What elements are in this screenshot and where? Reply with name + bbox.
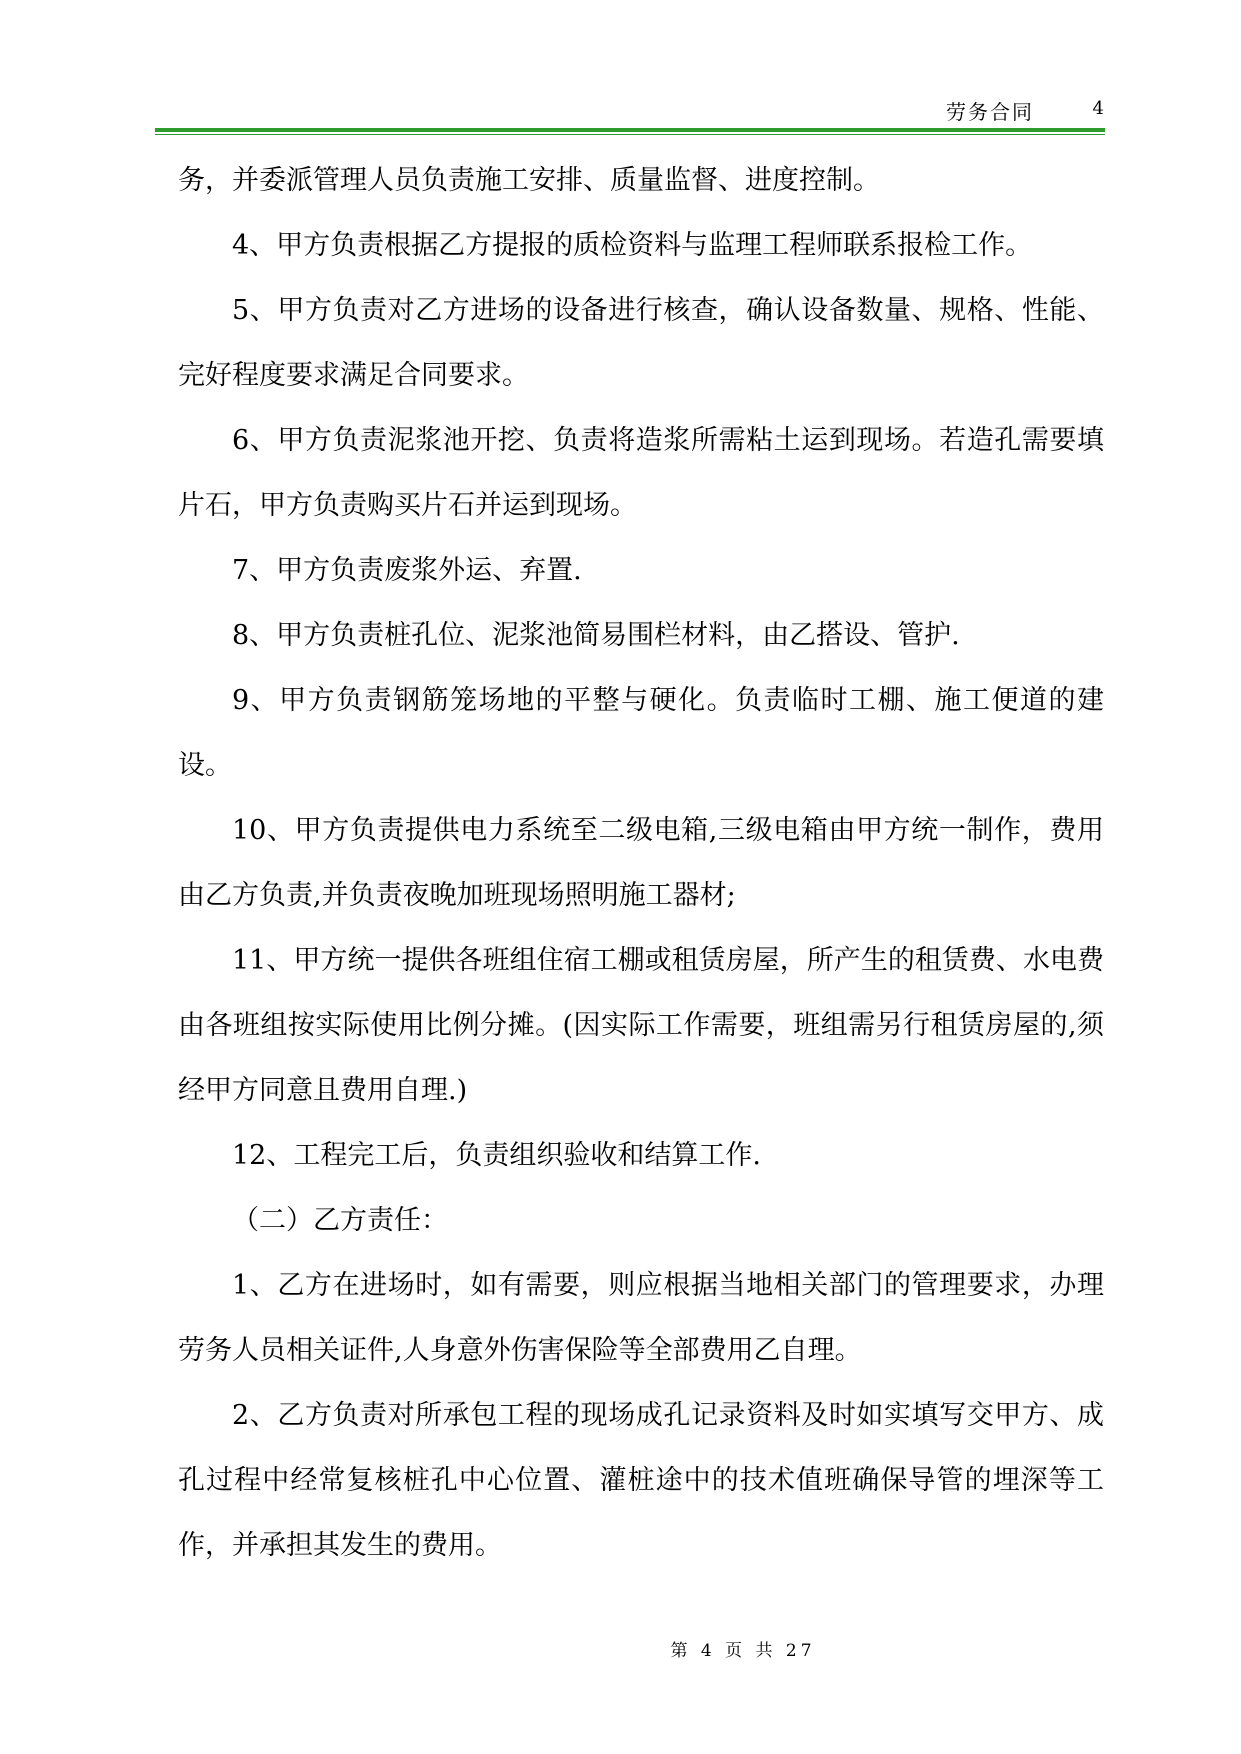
page-footer: 第 4 页 共 27 [670, 1641, 816, 1661]
paragraph-item-5: 5、甲方负责对乙方进场的设备进行核查，确认设备数量、规格、性能、完好程度要求满足合同要求。 [178, 295, 1104, 391]
page-header [178, 92, 1104, 126]
header-rule-thick [155, 128, 1105, 132]
paragraph-item-9: 9、甲方负责钢筋笼场地的平整与硬化。负责临时工棚、施工便道的建设。 [178, 685, 1104, 781]
paragraph-item-12: 12、工程完工后，负责组织验收和结算工作. [232, 1140, 761, 1171]
paragraph-b-item-1: 1、乙方在进场时，如有需要，则应根据当地相关部门的管理要求，办理劳务人员相关证件,人身意外伤害保险等全部费用乙自理。 [178, 1270, 1104, 1366]
paragraph-item-11: 11、甲方统一提供各班组住宿工棚或租赁房屋，所产生的租赁费、水电费由各班组按实际使用比例分摊。(因实际工作需要，班组需另行租赁房屋的,须经甲方同意且费用自理.) [178, 945, 1104, 1106]
document-body [178, 148, 1104, 1578]
section-heading-party-b: （二）乙方责任： [232, 1205, 448, 1236]
paragraph-item-8: 8、甲方负责桩孔位、泥浆池简易围栏材料，由乙搭设、管护. [232, 620, 960, 651]
header-title: 劳务合同 [946, 100, 1034, 124]
paragraph-continuation: 务，并委派管理人员负责施工安排、质量监督、进度控制。 [178, 165, 880, 196]
paragraph-item-7: 7、甲方负责废浆外运、弃置. [232, 555, 582, 586]
paragraph-b-item-2: 2、乙方负责对所承包工程的现场成孔记录资料及时如实填写交甲方、成孔过程中经常复核桩孔中心位置、灌桩途中的技术值班确保导管的埋深等工作，并承担其发生的费用。 [178, 1400, 1104, 1561]
paragraph-item-4: 4、甲方负责根据乙方提报的质检资料与监理工程师联系报检工作。 [232, 230, 1033, 261]
header-page-number: 4 [1092, 98, 1104, 119]
paragraph-item-10: 10、甲方负责提供电力系统至二级电箱,三级电箱由甲方统一制作，费用由乙方负责,并负责夜晚加班现场照明施工器材; [178, 815, 1104, 911]
header-rule-thin [155, 134, 1105, 135]
paragraph-item-6: 6、甲方负责泥浆池开挖、负责将造浆所需粘土运到现场。若造孔需要填片石，甲方负责购买片石并运到现场。 [178, 425, 1104, 521]
